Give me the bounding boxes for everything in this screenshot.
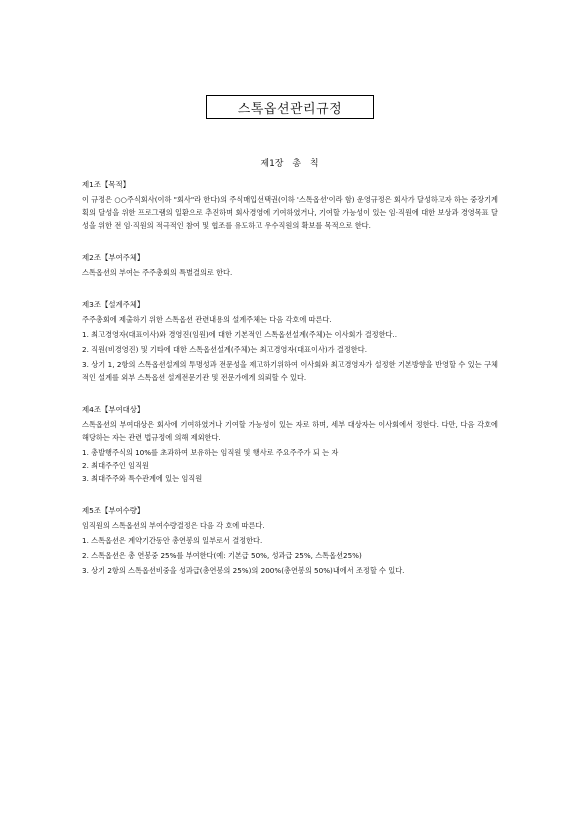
article-paragraph: 임직원의 스톡옵션의 부여수량결정은 다음 각 호에 따른다. <box>82 521 265 530</box>
article-list-item: 3. 최대주주와 특수관계에 있는 임직원 <box>82 474 203 483</box>
document-body <box>82 178 498 596</box>
document-title-text: 스톡옵션관리규정 <box>237 101 343 117</box>
chapter-heading: 제1장 총 칙 <box>260 159 319 169</box>
article-paragraph: 3. 상기 2항의 스톡옵션비중을 성과급(총연봉의 25%)의 200%(총연봉의 50%)내에서 조정할 수 있다. <box>82 566 405 575</box>
article-paragraph: 스톡옵션의 부여대상은 회사에 기여하였거나 기여할 가능성이 있는 자로 하며, 세부 대상자는 이사회에서 정한다. 다만, 다음 각호에 해당하는 자는 관련 법규정에 의해 제외한다. <box>82 420 498 442</box>
article-list-item: 2. 최대주주인 임직원 <box>82 461 149 470</box>
article-paragraph: 3. 상기 1, 2항의 스톡옵션설계의 투명성과 전문성을 제고하기위하여 이사회와 최고경영자가 설정한 기본방향을 반영할 수 있는 구체적인 설계를 외부 스톡옵션 설계전문기관 및 전문가에게 의뢰할 수 있다. <box>82 360 498 382</box>
article-section <box>82 251 498 279</box>
document-title <box>206 95 374 119</box>
article-title: 제3조【설계주체】 <box>82 300 145 309</box>
article-section <box>82 403 498 485</box>
article-paragraph: 주주총회에 제출하기 위한 스톡옵션 관련내용의 설계주체는 다음 각호에 따른다. <box>82 315 332 324</box>
article-paragraph: 2. 직원(비경영진) 및 기타에 대한 스톡옵션설계(주체)는 최고경영자(대표이사)가 결정한다. <box>82 345 367 354</box>
article-section <box>82 298 498 384</box>
article-paragraph: 1. 최고경영자(대표이사)와 경영진(임원)에 대한 기본적인 스톡옵션설계(주체)는 이사회가 결정한다.. <box>82 330 398 339</box>
article-paragraph: 2. 스톡옵션은 총 연봉중 25%를 부여한다(예: 기본급 50%, 성과급 25%, 스톡옵션25%) <box>82 551 362 560</box>
article-title: 제1조【목적】 <box>82 180 131 189</box>
article-paragraph: 1. 스톡옵션은 계약기간동안 총연봉의 일부로서 결정한다. <box>82 536 263 545</box>
article-section <box>82 504 498 577</box>
article-paragraph: 이 규정은 ○○주식회사(이하 "회사"라 한다)의 주식매입선택권(이하 '스톡옵션'이라 함) 운영규정은 회사가 달성하고자 하는 중장기계획의 달성을 위한 프로그램의 일환으로 추진하며 회사경영에 기여하였거나, 기여할 가능성이 있는 임·직원에 대한 보상과 경영목표 달성을 위한 전 임·직원의 적극적인 참여 및 협조를 유도하고 우수직원의 확보를 목적으로 한다. <box>82 195 498 230</box>
article-section <box>82 178 498 232</box>
article-list-item: 1. 총발행주식의 10%를 초과하여 보유하는 임직원 및 행사로 주요주주가 되 는 자 <box>82 448 339 457</box>
article-title: 제5조【부여수량】 <box>82 506 145 515</box>
article-title: 제4조【부여대상】 <box>82 405 145 414</box>
article-paragraph: 스톡옵션의 부여는 주주총회의 특별결의로 한다. <box>82 268 233 277</box>
article-title: 제2조【부여주체】 <box>82 253 145 262</box>
